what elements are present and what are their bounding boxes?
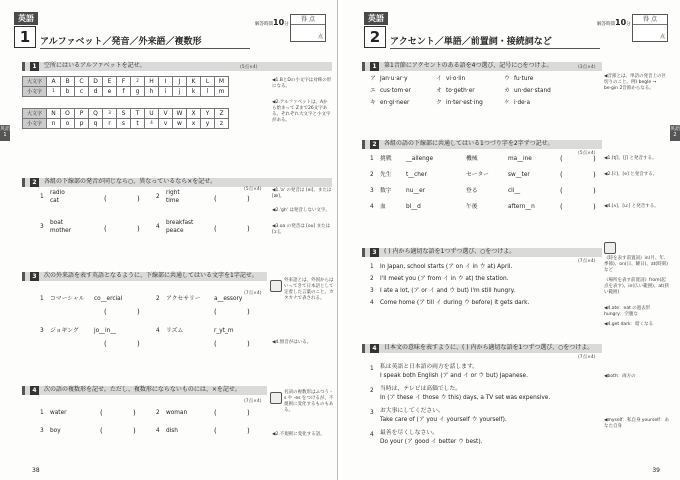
- syllable-word: cus·tom·er: [380, 88, 411, 94]
- syllable-word: i·de·a: [514, 100, 531, 106]
- answer-paren[interactable]: ( ): [104, 340, 154, 348]
- option-label[interactable]: キ: [370, 100, 376, 106]
- hint-note: ◀2.[i:]、[e] と発音する。: [604, 172, 658, 177]
- question-number: 2: [30, 178, 39, 187]
- time-limit: 解答時間10分: [255, 18, 289, 27]
- english-word: bl__d: [406, 204, 421, 210]
- english-word: __allenge: [406, 156, 434, 162]
- item-number: 1: [40, 410, 44, 416]
- blank-cell[interactable]: 4: [145, 119, 159, 129]
- points: (7点×4): [244, 291, 262, 296]
- points: (7点×4): [578, 259, 596, 264]
- blank-cell[interactable]: 3: [103, 109, 117, 119]
- question-number: 3: [30, 272, 39, 281]
- hint-note: ◀1.BとDの小文字は対称の形になる。: [272, 78, 332, 89]
- item-number: 3: [40, 328, 44, 334]
- subject-tag: 英語: [14, 12, 38, 25]
- answer-paren[interactable]: ( ): [560, 171, 610, 179]
- word: time: [166, 198, 180, 204]
- item-number: 3: [370, 188, 374, 194]
- hint-note: ◀3.oa の発音は [ou] または [ɔ:]。: [272, 224, 331, 235]
- option-label[interactable]: ク: [436, 100, 442, 106]
- english-word: nu__er: [406, 188, 426, 194]
- score-box[interactable]: 得 点 点: [290, 14, 326, 42]
- points: (7点×4): [244, 399, 262, 404]
- question-text: 次の語の複数形を記せ。ただし、複数形にならないものには、×を記せ。: [44, 386, 241, 393]
- katakana-word: ジョギング: [50, 328, 79, 334]
- question-number: 4: [30, 386, 39, 395]
- syllable-word: to·geth·er: [446, 88, 475, 94]
- item-number: 4: [370, 300, 374, 306]
- answer-paren[interactable]: ( ): [214, 340, 264, 348]
- japanese-word: 登る: [466, 188, 478, 194]
- alphabet-table-2: 大文字 N O P Q $^3$ S T U V W X Y Z 小文字 n o p q r s t $^4$ v w x y z: [22, 108, 229, 129]
- answer-paren[interactable]: ( ): [214, 427, 264, 435]
- item-number: 2: [156, 194, 160, 200]
- option-label[interactable]: ウ: [504, 76, 510, 82]
- hint-note: ◀音節とは、単語の発音上の区切りのこと。例) begle → be·gin 2音節からなる。: [604, 74, 666, 91]
- item-number: 4: [370, 432, 374, 438]
- item-number: 1: [370, 156, 374, 162]
- question-number: 1: [30, 62, 39, 71]
- option-label[interactable]: ア: [370, 76, 376, 82]
- item-number: 1: [370, 366, 374, 372]
- item-number: 4: [370, 204, 374, 210]
- hint-note: ◀4.[ʌ]、[u:] と発音する。: [604, 204, 659, 209]
- answer-paren[interactable]: ( ): [100, 427, 150, 435]
- answer-paren[interactable]: ( ): [560, 203, 610, 211]
- word: peace: [166, 228, 184, 234]
- hint-note: ◀2.不規則に変化する語。: [272, 432, 325, 437]
- english-word: a__essory: [214, 296, 243, 302]
- hint-note: ◀2.アルファベットは、Aから始まって Zまで26文字ある。それぞれ大文字と小文字がある。: [272, 100, 331, 123]
- time-limit: 解答時間10分: [597, 18, 631, 27]
- japanese-word: 先生: [380, 172, 392, 178]
- answer-paren[interactable]: ( ): [104, 308, 154, 316]
- english-word: aftern__n: [508, 204, 535, 210]
- option-label[interactable]: イ: [436, 76, 442, 82]
- katakana-word: リズム: [166, 328, 184, 334]
- book-icon: [604, 242, 616, 254]
- katakana-word: コマーシャル: [50, 296, 85, 302]
- points: (3点×4): [578, 65, 596, 70]
- question-text: 第1音節にアクセントのある語を4つ選び、記号に○をつけよ。: [384, 62, 553, 69]
- item-number: 4: [156, 328, 160, 334]
- unit-number: 1: [14, 26, 36, 48]
- katakana-word: アクセサリー: [166, 296, 201, 302]
- word: woman: [166, 410, 188, 416]
- item-number: 4: [156, 224, 160, 230]
- hint-note: ◀1.[tʃ]、[ʃ] と発音する。: [604, 156, 657, 161]
- unit-title: アルファベット／発音／外来語／複数形: [40, 34, 250, 49]
- item-number: 4: [156, 428, 160, 434]
- syllable-word: Jan·u·ar·y: [380, 76, 408, 82]
- item-number: 3: [40, 428, 44, 434]
- subject-tag: 英語: [364, 12, 388, 25]
- japanese-word: 午後: [466, 204, 478, 210]
- option-label[interactable]: エ: [370, 88, 376, 94]
- answer-paren[interactable]: ( ): [104, 195, 154, 203]
- hint-note: ◀1.'a' の発音は [ei]、または [æ]。: [272, 188, 332, 199]
- points: (7点×4): [578, 355, 596, 360]
- answer-paren[interactable]: ( ): [104, 225, 154, 233]
- item-number: 3: [40, 224, 44, 230]
- hint-note: ◀both：両方の: [604, 374, 636, 379]
- hint-note: 名詞の複数形はふつう -s や -es をつけるが、不規則に変化するものもある。: [284, 390, 334, 413]
- english-word: jo__in__: [94, 328, 117, 334]
- japanese-sentence: 当時は、テレビは高価でした。: [380, 386, 462, 392]
- answer-paren[interactable]: ( ): [560, 155, 610, 163]
- hint-note: 外来語とは、外国からはいってきて日本語として定着した言葉のこと。カタカナで表される。: [284, 278, 334, 301]
- english-word: r_yt_m: [214, 328, 234, 334]
- answer-paren[interactable]: ( ): [560, 187, 610, 195]
- japanese-word: セーター: [466, 172, 489, 178]
- word: cat: [50, 198, 60, 204]
- sentence[interactable]: I ate a lot, (ア or イ and ウ but) I'm still hungry.: [380, 288, 516, 294]
- word: breakfast: [166, 220, 194, 226]
- question-text: 各組の語の下線部に共通してはいる1つづり字を2字ずつ記せ。: [384, 140, 554, 147]
- sentence[interactable]: Take care of (ア you イ yourself ウ yourself).: [380, 417, 507, 423]
- option-label[interactable]: オ: [436, 88, 442, 94]
- left-page: [0, 0, 338, 480]
- syllable-word: un·der·stand: [514, 88, 551, 94]
- unit-number: 2: [364, 26, 386, 48]
- answer-paren[interactable]: ( ): [214, 409, 264, 417]
- points: (5点×4): [244, 187, 262, 192]
- item-number: 2: [370, 172, 374, 178]
- question-text: 日本文の意味を表すように、( ) 内から適切な語を1つずつ選び、○をつけよ。: [384, 344, 594, 351]
- alphabet-table-1: 大文字 A B C D E F $^2$ H I J K L M 小文字 $^1$ b c d e f g h i j k l m: [22, 76, 229, 97]
- japanese-word: 血: [380, 204, 386, 210]
- sentence[interactable]: In (ア these イ those ウ this) days, a TV set was expensive.: [380, 395, 551, 401]
- points: (5点×4): [578, 151, 596, 156]
- blank-cell[interactable]: 1: [47, 87, 61, 97]
- question-number: 3: [370, 248, 379, 257]
- item-number: 2: [156, 296, 160, 302]
- japanese-sentence: 最善を尽くしなさい。: [380, 430, 438, 436]
- syllable-word: vi·o·lin: [446, 76, 466, 82]
- hint-note: ◀4.無音がはいる。: [272, 340, 312, 345]
- english-word: sw__ter: [508, 172, 530, 178]
- japanese-sentence: お大事にしてください。: [380, 408, 444, 414]
- word: boy: [50, 428, 61, 434]
- item-number: 1: [40, 296, 44, 302]
- english-word: cli__: [508, 188, 521, 194]
- word: dish: [166, 428, 178, 434]
- sentence[interactable]: I'll meet you (ア from イ in ウ at) the station.: [380, 276, 509, 282]
- word: radio: [50, 190, 65, 196]
- item-number: 2: [370, 388, 374, 394]
- answer-paren[interactable]: ( ): [214, 308, 264, 316]
- syllable-word: en·gi·neer: [380, 100, 410, 106]
- english-word: t__cher: [406, 172, 427, 178]
- word: right: [166, 190, 180, 196]
- question-number: 4: [370, 344, 379, 353]
- item-number: 1: [40, 194, 44, 200]
- unit-title: アクセント／単語／前置詞・接続詞など: [390, 34, 600, 49]
- item-number: 2: [156, 410, 160, 416]
- question-text: 次の外来語を表す英語となるように、下線部に共通してはいる文字を1字記せ。: [44, 272, 258, 279]
- sentence[interactable]: Come home (ア till イ during ウ before) it gets dark.: [380, 300, 530, 306]
- question-number: 1: [370, 62, 379, 71]
- score-box[interactable]: 得 点 点: [632, 14, 668, 42]
- english-word: ma__ine: [508, 156, 532, 162]
- side-tab: 英語 2: [670, 125, 680, 141]
- right-page: [342, 0, 680, 480]
- item-number: 3: [370, 288, 374, 294]
- option-label[interactable]: ケ: [504, 100, 510, 106]
- hint-note: 《時を表す前置詞》in(月、年、季節)、on(日、曜日)、at(時刻) など: [604, 256, 669, 273]
- question-number: 2: [370, 140, 379, 149]
- side-tab: 英語 1: [0, 125, 10, 141]
- answer-paren[interactable]: ( ): [214, 225, 264, 233]
- japanese-word: 数字: [380, 188, 392, 194]
- book-icon: [270, 392, 282, 404]
- hint-note: 《場所を表す前置詞》from(起点を表す)、in(広い範囲)、at(狭い範囲): [604, 278, 670, 295]
- question-text: 各組の下線部の発音が同じなら○、異なっているなら×を記せ。: [44, 178, 217, 185]
- item-number: 1: [370, 264, 374, 270]
- blank-cell[interactable]: 2: [131, 77, 145, 87]
- question-text: ( ) 内から適切な語を1つずつ選び、○をつけよ。: [384, 248, 516, 255]
- japanese-sentence: 私は英語と日本語の両方を話します。: [380, 364, 479, 370]
- hint-note: ◀myself：私自身 yourself：あなた自身: [604, 418, 669, 429]
- hint-note: ◀4.ate：eat の過去形 hungry：空腹な: [604, 306, 651, 317]
- syllable-word: fu·ture: [514, 76, 534, 82]
- sentence[interactable]: I speak both English (ア and イ or ウ but) Japanese.: [380, 373, 528, 379]
- option-label[interactable]: カ: [504, 88, 510, 94]
- hint-note: ◀4.get dark：暗くなる: [604, 322, 654, 327]
- answer-paren[interactable]: ( ): [214, 195, 264, 203]
- question-text: 空所にはいるアルファベットを記せ。: [44, 62, 146, 69]
- english-word: co__ercial: [94, 296, 123, 302]
- japanese-word: 挑戦: [380, 156, 392, 162]
- japanese-word: 機械: [466, 156, 478, 162]
- word: boat: [50, 220, 64, 226]
- word: water: [50, 410, 67, 416]
- points: (5点×4): [240, 65, 258, 70]
- page-number: 39: [652, 467, 660, 474]
- sentence[interactable]: Do your (ア good イ better ウ best).: [380, 439, 483, 445]
- hint-note: ◀2.'gh' は発音しない文字。: [272, 208, 330, 213]
- item-number: 3: [370, 410, 374, 416]
- answer-paren[interactable]: ( ): [100, 409, 150, 417]
- word: mother: [50, 228, 72, 234]
- book-icon: [270, 280, 282, 292]
- syllable-word: in·ter·est·ing: [446, 100, 483, 106]
- item-number: 2: [370, 276, 374, 282]
- sentence[interactable]: In Japan, school starts (ア on イ in ウ at) April.: [380, 264, 513, 270]
- page-number: 38: [32, 467, 40, 474]
